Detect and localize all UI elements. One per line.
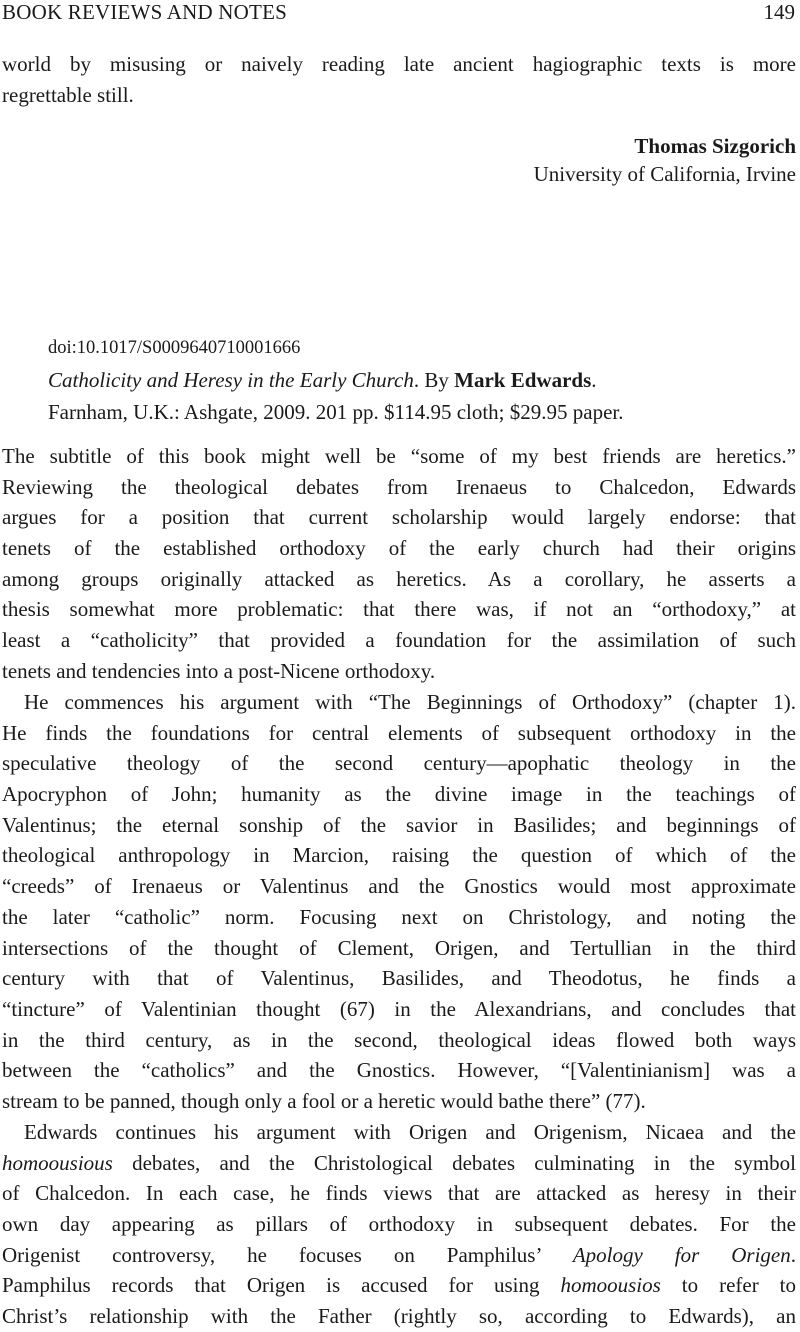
text-line: own day appearing as pillars of orthodoxy in subsequent debates. For the <box>2 1212 796 1237</box>
text-line: “creeds” of Irenaeus or Valentinus and the Gnostics would most approximate <box>2 874 796 899</box>
text-line: “tincture” of Valentinian thought (67) in the Alexandrians, and concludes that <box>2 996 796 1021</box>
text-line: tenets of the established orthodoxy of the early church had their origins <box>2 536 796 561</box>
reviewer-affiliation: University of California, Irvine <box>533 162 796 186</box>
text-fragment: to refer to <box>660 1273 796 1298</box>
page-number: 149 <box>763 0 795 24</box>
italic-title: Apology for Origen <box>572 1242 791 1267</box>
book-title: Catholicity and Heresy in the Early Church <box>48 368 414 392</box>
review-paragraph-3 <box>2 1117 796 1332</box>
text-line: He commences his argument with “The Beginnings of Orthodoxy” (chapter 1). <box>24 690 796 714</box>
text-line: tenets and tendencies into a post-Nicene orthodoxy. <box>2 658 436 683</box>
book-citation <box>48 366 597 394</box>
text-line: least a “catholicity” that provided a foundation for the assimilation of such <box>2 628 796 653</box>
text-line: among groups originally attacked as heretics. As a corollary, he asserts a <box>2 566 796 591</box>
text-line <box>2 1240 796 1271</box>
text-line: century with that of Valentinus, Basilides, and Theodotus, he finds a <box>2 966 796 991</box>
text-line: the later “catholic” norm. Focusing next on Christology, and noting the <box>2 904 796 929</box>
text-line: theological anthropology in Marcion, raising the question of which of the <box>2 843 796 868</box>
text-fragment: debates, and the Christological debates culminating in the symbol <box>112 1150 796 1175</box>
reviewer-signature <box>534 132 796 188</box>
reviewer-name: Thomas Sizgorich <box>634 134 796 158</box>
book-author: Mark Edwards <box>454 368 592 392</box>
text-line: world by misusing or naively reading late ancient hagiographic texts is more <box>2 52 796 76</box>
text-fragment: Origenist controversy, he focuses on Pamphilus’ <box>2 1242 573 1267</box>
by-label: . By <box>413 368 455 392</box>
italic-term: homoousios <box>560 1273 661 1298</box>
running-header <box>0 0 795 26</box>
text-fragment: . <box>790 1242 796 1267</box>
previous-review-closing <box>2 49 796 110</box>
author-suffix: . <box>591 368 597 392</box>
doi-link[interactable]: doi:10.1017/S0009640710001666 <box>48 338 301 358</box>
text-line: stream to be panned, though only a fool or a heretic would bathe there” (77). <box>2 1088 646 1113</box>
text-line: speculative theology of the second century—apophatic theology in the <box>2 751 796 776</box>
text-line: Valentinus; the eternal sonship of the savior in Basilides; and beginnings of <box>2 812 796 837</box>
text-line: Christ’s relationship with the Father (rightly so, according to Edwards), an <box>2 1304 796 1329</box>
text-line: Apocryphon of John; humanity as the divine image in the teachings of <box>2 782 796 807</box>
text-line: thesis somewhat more problematic: that there was, if not an “orthodoxy,” at <box>2 597 796 622</box>
text-line: He finds the foundations for central elements of subsequent orthodoxy in the <box>2 720 796 745</box>
text-line <box>2 1148 796 1179</box>
text-line: in the third century, as in the second, theological ideas flowed both ways <box>2 1027 796 1052</box>
text-line: of Chalcedon. In each case, he finds views that are attacked as heresy in their <box>2 1181 796 1206</box>
text-line: regrettable still. <box>2 82 134 107</box>
text-line: between the “catholics” and the Gnostics. However, “[Valentinianism] was a <box>2 1058 796 1083</box>
text-line: The subtitle of this book might well be “some of my best friends are heretics.” <box>2 444 796 468</box>
review-paragraph-1 <box>2 441 796 687</box>
text-line: Edwards continues his argument with Origen and Origenism, Nicaea and the <box>24 1120 796 1144</box>
text-line <box>2 1270 796 1301</box>
running-title: BOOK REVIEWS AND NOTES <box>2 0 287 24</box>
text-line: intersections of the thought of Clement, Origen, and Tertullian in the third <box>2 935 796 960</box>
text-line: Reviewing the theological debates from Irenaeus to Chalcedon, Edwards <box>2 474 796 499</box>
italic-term: homoousious <box>2 1150 113 1175</box>
text-line: argues for a position that current scholarship would largely endorse: that <box>2 505 796 530</box>
review-paragraph-2 <box>2 687 796 1117</box>
text-fragment: Pamphilus records that Origen is accused for using <box>2 1273 561 1298</box>
publication-details: Farnham, U.K.: Ashgate, 2009. 201 pp. $114.95 cloth; $29.95 paper. <box>48 400 624 424</box>
